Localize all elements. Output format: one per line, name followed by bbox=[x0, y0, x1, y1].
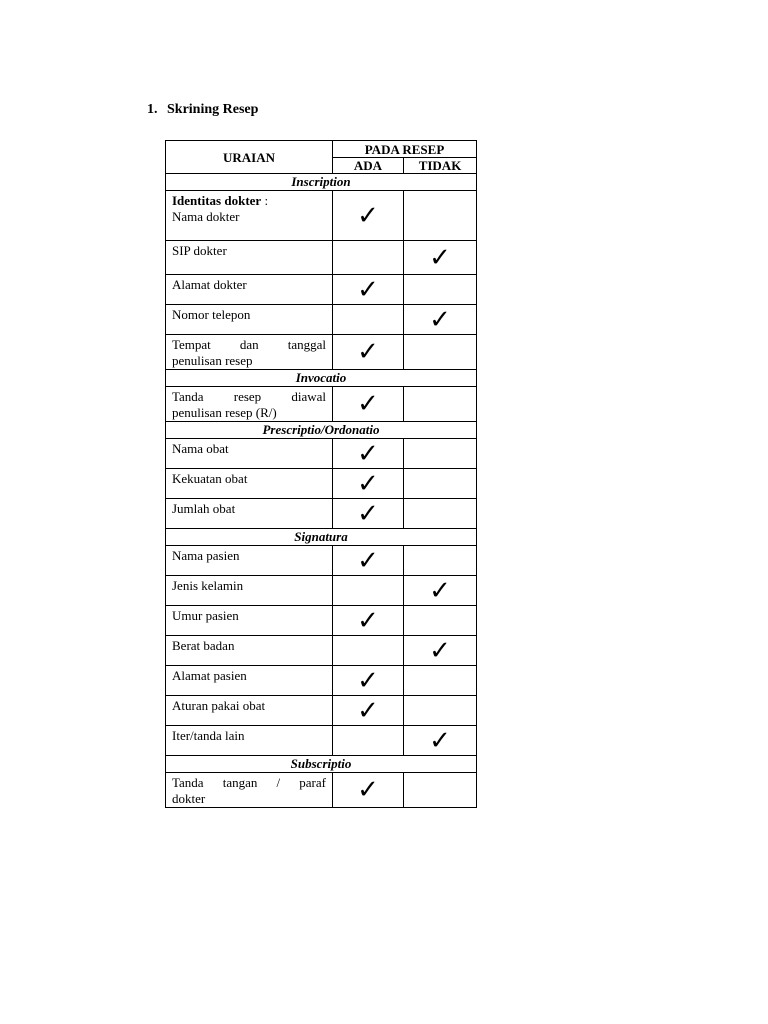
check-icon: ✓ bbox=[429, 635, 451, 666]
cell-ada bbox=[333, 275, 404, 305]
cell-tidak bbox=[404, 305, 477, 335]
table-row bbox=[166, 666, 477, 696]
heading-title: Skrining Resep bbox=[167, 102, 259, 117]
item-label-cell bbox=[166, 305, 333, 335]
item-label-cell bbox=[166, 439, 333, 469]
check-icon: ✓ bbox=[357, 605, 379, 636]
item-label-line1: Tempat dan tanggal bbox=[172, 337, 326, 352]
section-row bbox=[166, 529, 477, 546]
cell-tidak bbox=[404, 636, 477, 666]
cell-ada bbox=[333, 499, 404, 529]
section-title: Subscriptio bbox=[166, 756, 477, 773]
header-ada: ADA bbox=[333, 158, 404, 174]
item-label: Jumlah obat bbox=[172, 501, 236, 516]
item-label-cell bbox=[166, 387, 333, 422]
table-row bbox=[166, 636, 477, 666]
table-body bbox=[166, 141, 477, 808]
cell-tidak bbox=[404, 387, 477, 422]
section-title: Prescriptio/Ordonatio bbox=[166, 422, 477, 439]
header-uraian: URAIAN bbox=[166, 141, 333, 174]
cell-tidak bbox=[404, 576, 477, 606]
cell-tidak bbox=[404, 726, 477, 756]
table-row bbox=[166, 387, 477, 422]
section-row bbox=[166, 756, 477, 773]
cell-ada bbox=[333, 576, 404, 606]
cell-tidak bbox=[404, 499, 477, 529]
item-label: Alamat pasien bbox=[172, 668, 247, 683]
cell-tidak bbox=[404, 606, 477, 636]
item-label-cell bbox=[166, 666, 333, 696]
item-label-bold: Identitas dokter bbox=[172, 193, 262, 208]
item-label-line2: penulisan resep bbox=[172, 353, 253, 368]
table-row bbox=[166, 773, 477, 808]
table-row bbox=[166, 275, 477, 305]
check-icon: ✓ bbox=[357, 274, 379, 305]
cell-tidak bbox=[404, 546, 477, 576]
cell-ada bbox=[333, 696, 404, 726]
cell-ada bbox=[333, 305, 404, 335]
check-icon: ✓ bbox=[357, 665, 379, 696]
cell-ada bbox=[333, 636, 404, 666]
table-row bbox=[166, 469, 477, 499]
check-icon: ✓ bbox=[429, 304, 451, 335]
table-row bbox=[166, 439, 477, 469]
item-label: Nomor telepon bbox=[172, 307, 251, 322]
cell-ada bbox=[333, 335, 404, 370]
item-label-cell bbox=[166, 696, 333, 726]
item-label-cell bbox=[166, 726, 333, 756]
item-label-suffix: : bbox=[261, 193, 269, 208]
section-row bbox=[166, 174, 477, 191]
check-icon: ✓ bbox=[357, 498, 379, 529]
check-icon: ✓ bbox=[357, 389, 379, 419]
item-label-line1: Tanda tangan / paraf bbox=[172, 775, 326, 790]
item-label: Aturan pakai obat bbox=[172, 698, 266, 713]
cell-tidak bbox=[404, 275, 477, 305]
cell-tidak bbox=[404, 191, 477, 241]
cell-ada bbox=[333, 606, 404, 636]
item-label: Jenis kelamin bbox=[172, 578, 244, 593]
cell-ada bbox=[333, 469, 404, 499]
section-heading bbox=[147, 102, 258, 118]
table-row bbox=[166, 305, 477, 335]
check-icon: ✓ bbox=[357, 468, 379, 499]
header-tidak: TIDAK bbox=[404, 158, 477, 174]
item-label: Nama dokter bbox=[172, 209, 240, 224]
item-label-cell bbox=[166, 576, 333, 606]
item-label-cell bbox=[166, 241, 333, 275]
cell-ada bbox=[333, 439, 404, 469]
item-label: Berat badan bbox=[172, 638, 235, 653]
cell-ada bbox=[333, 191, 404, 241]
item-label-cell bbox=[166, 773, 333, 808]
header-row-1 bbox=[166, 141, 477, 158]
cell-tidak bbox=[404, 335, 477, 370]
section-title: Signatura bbox=[166, 529, 477, 546]
cell-tidak bbox=[404, 241, 477, 275]
cell-ada bbox=[333, 726, 404, 756]
cell-ada bbox=[333, 546, 404, 576]
section-title: Inscription bbox=[166, 174, 477, 191]
item-label-cell bbox=[166, 636, 333, 666]
table-row bbox=[166, 191, 477, 241]
item-label-cell bbox=[166, 546, 333, 576]
item-label-cell bbox=[166, 275, 333, 305]
item-label-line2: penulisan resep (R/) bbox=[172, 405, 277, 420]
prescription-screening-table bbox=[165, 140, 477, 808]
table-row bbox=[166, 576, 477, 606]
table-row bbox=[166, 546, 477, 576]
item-label-cell bbox=[166, 499, 333, 529]
check-icon: ✓ bbox=[357, 438, 379, 469]
cell-tidak bbox=[404, 666, 477, 696]
check-icon: ✓ bbox=[357, 337, 379, 367]
check-icon: ✓ bbox=[357, 545, 379, 576]
check-icon: ✓ bbox=[357, 695, 379, 726]
check-icon: ✓ bbox=[429, 725, 451, 756]
item-label-cell bbox=[166, 191, 333, 241]
section-title: Invocatio bbox=[166, 370, 477, 387]
item-label: Iter/tanda lain bbox=[172, 728, 245, 743]
cell-tidak bbox=[404, 696, 477, 726]
check-icon: ✓ bbox=[429, 575, 451, 606]
table-row bbox=[166, 499, 477, 529]
item-label: Nama obat bbox=[172, 441, 229, 456]
cell-tidak bbox=[404, 469, 477, 499]
cell-ada bbox=[333, 241, 404, 275]
table-row bbox=[166, 241, 477, 275]
section-row bbox=[166, 370, 477, 387]
table-row bbox=[166, 335, 477, 370]
check-icon: ✓ bbox=[357, 200, 379, 231]
table-row bbox=[166, 606, 477, 636]
item-label-cell bbox=[166, 469, 333, 499]
item-label: Nama pasien bbox=[172, 548, 240, 563]
item-label: Umur pasien bbox=[172, 608, 239, 623]
cell-tidak bbox=[404, 773, 477, 808]
check-icon: ✓ bbox=[429, 242, 451, 273]
table-row bbox=[166, 696, 477, 726]
item-label: Kekuatan obat bbox=[172, 471, 248, 486]
item-label-cell bbox=[166, 335, 333, 370]
table-row bbox=[166, 726, 477, 756]
heading-number: 1. bbox=[147, 102, 158, 117]
item-label-line1: Tanda resep diawal bbox=[172, 389, 326, 404]
cell-ada bbox=[333, 666, 404, 696]
item-label: SIP dokter bbox=[172, 243, 227, 258]
item-label: Alamat dokter bbox=[172, 277, 247, 292]
check-icon: ✓ bbox=[357, 775, 379, 805]
item-label-cell bbox=[166, 606, 333, 636]
header-pada-resep: PADA RESEP bbox=[333, 141, 477, 158]
item-label-line2: dokter bbox=[172, 791, 206, 806]
section-row bbox=[166, 422, 477, 439]
cell-ada bbox=[333, 387, 404, 422]
cell-ada bbox=[333, 773, 404, 808]
cell-tidak bbox=[404, 439, 477, 469]
